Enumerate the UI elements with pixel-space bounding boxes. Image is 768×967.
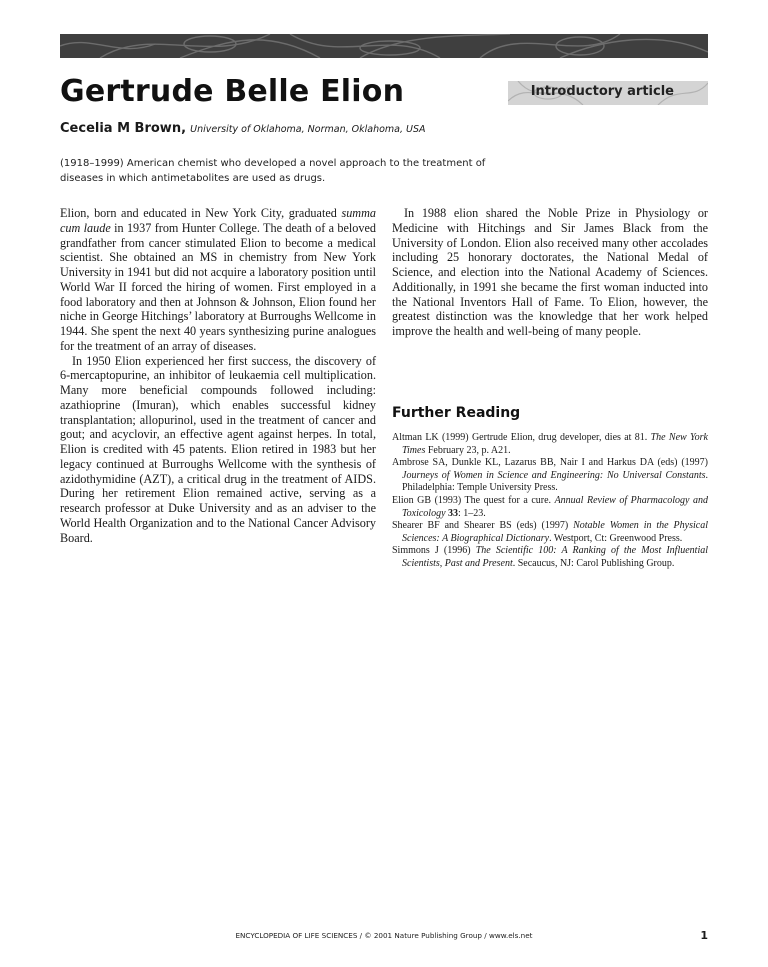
article-type-badge xyxy=(508,81,708,105)
author-affiliation: University of Oklahoma, Norman, Oklahoma, USA xyxy=(190,124,426,135)
decorative-swirl-pattern xyxy=(60,34,708,58)
article-abstract: (1918–1999) American chemist who developed a novel approach to the treatment of diseases in which antimetabolites are used as drugs. xyxy=(60,158,486,184)
reference-item: Shearer BF and Shearer BS (eds) (1997) Notable Women in the Physical Sciences: A Biographical Dictionary. Westport, Ct: Greenwood Press. xyxy=(392,520,708,544)
header-decorative-band xyxy=(60,34,708,58)
page-number: 1 xyxy=(700,929,708,942)
page-footer: ENCYCLOPEDIA OF LIFE SCIENCES / © 2001 Nature Publishing Group / www.els.net xyxy=(235,931,533,940)
body-column-right xyxy=(392,206,708,339)
article-title: Gertrude Belle Elion xyxy=(60,74,405,109)
reference-list xyxy=(392,432,708,571)
byline xyxy=(60,121,426,136)
body-text: Elion, born and educated in New York City, graduated xyxy=(60,206,342,220)
reference-item: Altman LK (1999) Gertrude Elion, drug developer, dies at 81. The New York Times February 23, p. A21. xyxy=(392,432,708,456)
further-reading-heading: Further Reading xyxy=(392,405,521,421)
article-type-label: Introductory article xyxy=(530,84,674,99)
author-name: Cecelia M Brown, xyxy=(60,121,187,136)
body-column-left xyxy=(60,206,376,545)
body-paragraph xyxy=(60,206,376,354)
reference-item: Elion GB (1993) The quest for a cure. Annual Review of Pharmacology and Toxicology 33: 1–23. xyxy=(392,494,709,519)
body-paragraph: In 1950 Elion experienced her first success, the discovery of 6-mercaptopurine, an inhibitor of leukaemia cell multiplication. Many more beneficial compounds followed including: azathioprine (Imuran), which enables successful kidney transplantation; allopurinol, used in the treatment of cancer and gout; and acyclovir, an effective agent against herpes. In total, Elion is credited with 45 patents. Elion retired in 1983 but her legacy continued at Burroughs Wellcome with the synthesis of azidothymidine (AZT), a critical drug in the treatment of AIDS. During her retirement Elion remained active, serving as a research professor at Duke University and as an adviser to the World Health Organization and to the National Cancer Advisory Board. xyxy=(60,353,376,545)
reference-item: Ambrose SA, Dunkle KL, Lazarus BB, Nair I and Harkus DA (eds) (1997) Journeys of Women in Science and Engineering: No Universal Constants. Philadelphia: Temple University Press. xyxy=(392,457,708,494)
body-paragraph: In 1988 elion shared the Noble Prize in Physiology or Medicine with Hitchings and Sir James Black from the University of London. Elion also received many other accolades including 25 honorary doctorates, the National Medal of Science, and election into the National Academy of Sciences. Additionally, in 1991 she became the first woman inducted into the National Inventors Hall of Fame. To Elion, however, the greatest distinction was the knowledge that her work helped improve the health and well-being of many people. xyxy=(392,206,708,338)
reference-item: Simmons J (1996) The Scientific 100: A Ranking of the Most Influential Scientists, Past and Present. Secaucus, NJ: Carol Publishing Group. xyxy=(392,545,709,569)
body-text-italic: summa cum laude xyxy=(60,206,376,235)
body-text: in 1937 from Hunter College. The death of a beloved grandfather from cancer stimulated Elion to become a medical scientist. She obtained an MS in chemistry from New York University in 1941 but did not acquire a laboratory position until World War II forced the hiring of women. First employed in a food laboratory and then at Johnson & Johnson, Elion found her niche in George Hitchings’ laboratory at Burroughs Wellcome in 1944. She spent the next 40 years synthesizing purine analogues for the treatment of an array of diseases. xyxy=(60,220,376,353)
